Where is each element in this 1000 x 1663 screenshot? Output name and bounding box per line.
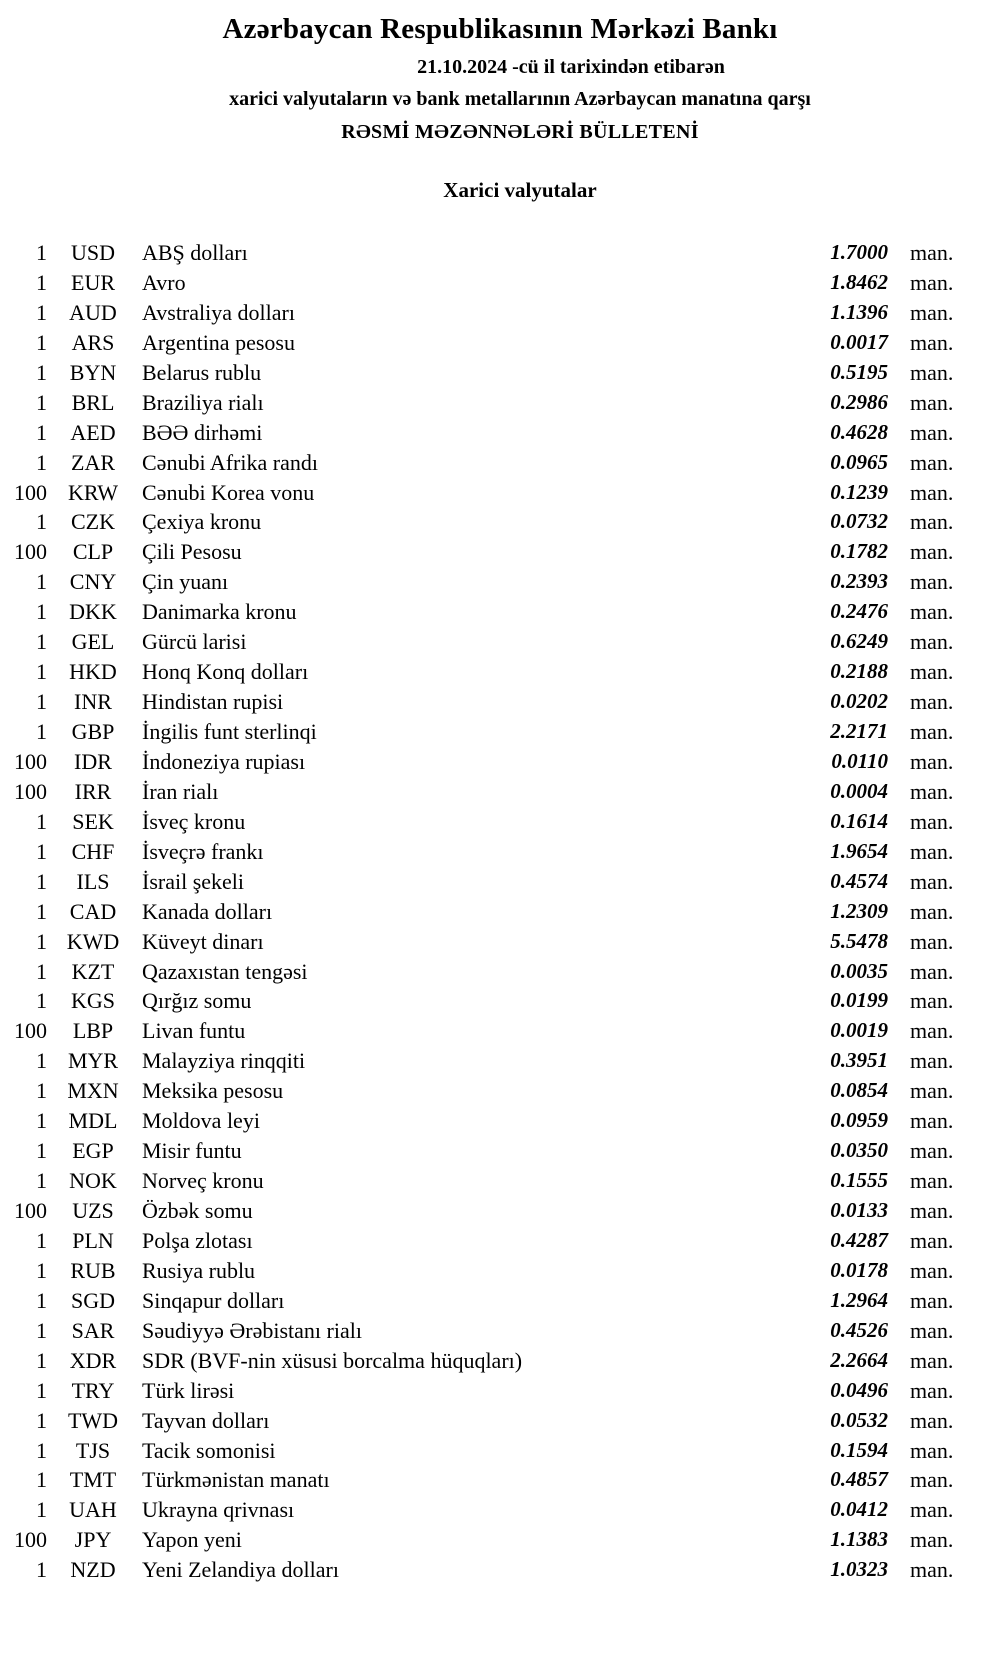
currency-name-cell: Türkmənistan manatı — [142, 1467, 330, 1493]
currency-code-cell: TMT — [69, 1467, 117, 1493]
amount-cell: 100 — [14, 778, 47, 804]
amount-cell: 100 — [14, 1198, 47, 1223]
unit-label-cell: man. — [910, 659, 954, 685]
currency-name-cell: Argentina pesosu — [142, 329, 295, 355]
rate-value-cell: 1.0323 — [830, 1557, 888, 1582]
table-row — [0, 1465, 1000, 1495]
amount-cell: 1 — [36, 808, 47, 834]
currency-name-cell: Qırğız somu — [142, 988, 252, 1014]
table-row — [0, 1286, 1000, 1316]
unit-label-cell: man. — [910, 1287, 954, 1313]
currency-code-cell: CZK — [71, 509, 115, 535]
unit-label-cell: man. — [910, 389, 954, 415]
currency-name-cell: Tacik somonisi — [142, 1437, 276, 1463]
amount-cell: 1 — [36, 569, 47, 595]
rate-value-cell: 0.4574 — [830, 868, 888, 893]
rate-value-cell: 2.2664 — [830, 1347, 888, 1372]
amount-cell: 1 — [36, 329, 47, 355]
amount-cell: 1 — [36, 1557, 47, 1583]
currency-code-cell: BYN — [69, 359, 117, 385]
currency-name-cell: Kanada dolları — [142, 898, 273, 924]
bulletin-subtitle: xarici valyutaların və bank metallarının Azərbaycan manatına qarşı — [229, 88, 811, 110]
rate-value-cell: 0.2188 — [830, 659, 888, 684]
rate-value-cell: 0.4526 — [830, 1317, 888, 1342]
amount-cell: 1 — [36, 1437, 47, 1463]
currency-code-cell: BRL — [71, 389, 115, 415]
currency-name-cell: Malayziya rinqqiti — [142, 1048, 306, 1074]
currency-name-cell: İran rialı — [142, 778, 219, 804]
currency-name-cell: Livan funtu — [142, 1018, 246, 1044]
rate-value-cell: 0.1594 — [830, 1437, 888, 1462]
currency-code-cell: GEL — [71, 629, 115, 655]
amount-cell: 1 — [36, 868, 47, 894]
table-row — [0, 1046, 1000, 1076]
rate-value-cell: 0.2393 — [830, 569, 888, 594]
currency-code-cell: EUR — [71, 269, 115, 295]
amount-cell: 1 — [36, 269, 47, 295]
currency-name-cell: Tayvan dolları — [142, 1407, 270, 1433]
rate-value-cell: 0.2986 — [830, 389, 888, 414]
currency-code-cell: CNY — [69, 569, 117, 595]
currency-name-cell: Misir funtu — [142, 1138, 242, 1164]
currency-code-cell: EGP — [72, 1138, 114, 1164]
currency-code-cell: MYR — [67, 1048, 119, 1074]
rate-value-cell: 0.0854 — [830, 1078, 888, 1103]
currency-code-cell: TJS — [75, 1437, 111, 1463]
amount-cell: 1 — [36, 509, 47, 535]
unit-label-cell: man. — [910, 1317, 954, 1343]
rate-value-cell: 1.9654 — [830, 838, 888, 863]
currency-name-cell: Çin yuanı — [142, 569, 229, 595]
amount-cell: 1 — [36, 359, 47, 385]
amount-cell: 1 — [36, 1257, 47, 1283]
currency-code-cell: XDR — [69, 1347, 117, 1373]
currency-code-cell: TRY — [71, 1377, 115, 1403]
unit-label-cell: man. — [910, 419, 954, 445]
bulletin-title: RƏSMİ MƏZƏNNƏLƏRİ BÜLLETENİ — [341, 121, 699, 143]
currency-code-cell: ILS — [76, 868, 110, 894]
unit-label-cell: man. — [910, 988, 954, 1014]
unit-label-cell: man. — [910, 748, 954, 774]
amount-cell: 1 — [36, 449, 47, 475]
table-row — [0, 1106, 1000, 1136]
unit-label-cell: man. — [910, 1407, 954, 1433]
rate-value-cell: 2.2171 — [830, 719, 888, 743]
currency-name-cell: Braziliya rialı — [142, 389, 264, 415]
rate-value-cell: 0.0178 — [830, 1257, 888, 1282]
amount-cell: 100 — [14, 1527, 47, 1553]
amount-cell: 1 — [36, 1168, 47, 1194]
unit-label-cell: man. — [910, 569, 954, 595]
table-row — [0, 1346, 1000, 1376]
table-row — [0, 448, 1000, 478]
table-row — [0, 328, 1000, 358]
currency-name-cell: ABŞ dolları — [142, 240, 248, 265]
currency-code-cell: KWD — [66, 928, 120, 954]
table-row — [0, 238, 1000, 268]
table-row — [0, 747, 1000, 777]
rate-value-cell: 0.0004 — [830, 778, 888, 803]
table-row — [0, 897, 1000, 927]
rate-value-cell: 0.1239 — [830, 479, 888, 504]
currency-name-cell: Səudiyyə Ərəbistanı rialı — [142, 1317, 362, 1343]
currency-code-cell: MXN — [67, 1078, 119, 1104]
table-row — [0, 1495, 1000, 1525]
table-row — [0, 1256, 1000, 1286]
unit-label-cell: man. — [910, 1527, 954, 1553]
currency-code-cell: DKK — [69, 599, 117, 625]
amount-cell: 1 — [36, 1317, 47, 1343]
currency-code-cell: SAR — [71, 1317, 115, 1343]
rate-value-cell: 0.0532 — [830, 1407, 888, 1432]
amount-cell: 1 — [36, 1048, 47, 1074]
table-row — [0, 1406, 1000, 1436]
currency-name-cell: İsrail şekeli — [142, 868, 245, 894]
table-row — [0, 388, 1000, 418]
unit-label-cell: man. — [910, 719, 954, 744]
table-row — [0, 268, 1000, 298]
unit-label-cell: man. — [910, 808, 954, 834]
unit-label-cell: man. — [910, 689, 954, 715]
table-row — [0, 1376, 1000, 1406]
rate-value-cell: 0.0732 — [830, 509, 888, 534]
currency-code-cell: USD — [70, 240, 115, 265]
unit-label-cell: man. — [910, 838, 954, 864]
amount-cell: 100 — [14, 479, 47, 505]
table-row — [0, 657, 1000, 687]
amount-cell: 100 — [14, 1018, 47, 1044]
unit-label-cell: man. — [910, 1467, 954, 1493]
rate-value-cell: 5.5478 — [830, 928, 888, 953]
unit-label-cell: man. — [910, 479, 954, 505]
unit-label-cell: man. — [910, 1168, 954, 1194]
amount-cell: 1 — [36, 1497, 47, 1523]
amount-cell: 1 — [36, 1377, 47, 1403]
amount-cell: 1 — [36, 1227, 47, 1253]
table-row — [0, 1555, 1000, 1585]
table-row — [0, 837, 1000, 867]
table-row — [0, 957, 1000, 987]
currency-name-cell: Küveyt dinarı — [142, 928, 264, 954]
amount-cell: 1 — [36, 629, 47, 655]
unit-label-cell: man. — [910, 868, 954, 894]
currency-name-cell: Avstraliya dolları — [142, 299, 295, 325]
unit-label-cell: man. — [910, 509, 954, 535]
unit-label-cell: man. — [910, 1227, 954, 1253]
currency-code-cell: SGD — [70, 1287, 115, 1313]
currency-code-cell: GBP — [71, 719, 115, 744]
currency-code-cell: AED — [70, 419, 116, 445]
unit-label-cell: man. — [910, 269, 954, 295]
amount-cell: 100 — [14, 748, 47, 774]
currency-code-cell: AUD — [69, 299, 117, 325]
currency-name-cell: İngilis funt sterlinqi — [142, 719, 317, 744]
currency-code-cell: INR — [74, 689, 112, 715]
table-row — [0, 1076, 1000, 1106]
currency-code-cell: CHF — [71, 838, 115, 864]
unit-label-cell: man. — [910, 1138, 954, 1164]
rate-value-cell: 0.1555 — [830, 1168, 888, 1193]
currency-code-cell: HKD — [69, 659, 117, 685]
currency-name-cell: İndoneziya rupiası — [142, 748, 306, 774]
table-row — [0, 1136, 1000, 1166]
table-row — [0, 986, 1000, 1016]
amount-cell: 1 — [36, 1347, 47, 1373]
rate-value-cell: 0.4628 — [830, 419, 888, 444]
table-row — [0, 567, 1000, 597]
currency-code-cell: MDL — [68, 1108, 118, 1134]
rate-value-cell: 1.7000 — [830, 240, 888, 264]
amount-cell: 1 — [36, 1138, 47, 1164]
unit-label-cell: man. — [910, 329, 954, 355]
currency-name-cell: Gürcü larisi — [142, 629, 247, 655]
currency-name-cell: Çexiya kronu — [142, 509, 262, 535]
currency-name-cell: Cənubi Korea vonu — [142, 479, 315, 505]
unit-label-cell: man. — [910, 1497, 954, 1523]
rate-value-cell: 1.1396 — [830, 299, 888, 324]
unit-label-cell: man. — [910, 1347, 954, 1373]
rate-value-cell: 0.4287 — [830, 1227, 888, 1252]
unit-label-cell: man. — [910, 299, 954, 325]
unit-label-cell: man. — [910, 629, 954, 655]
currency-name-cell: Belarus rublu — [142, 359, 262, 385]
rate-value-cell: 0.0965 — [830, 449, 888, 474]
currency-code-cell: NOK — [69, 1168, 117, 1194]
unit-label-cell: man. — [910, 778, 954, 804]
rate-value-cell: 1.8462 — [830, 269, 888, 294]
rate-value-cell: 0.0959 — [830, 1108, 888, 1133]
rate-value-cell: 0.3951 — [830, 1048, 888, 1073]
currency-name-cell: İsveçrə frankı — [142, 838, 264, 864]
currency-name-cell: Özbək somu — [142, 1198, 253, 1223]
currency-name-cell: Meksika pesosu — [142, 1078, 284, 1104]
rate-value-cell: 0.4857 — [830, 1467, 888, 1492]
amount-cell: 1 — [36, 958, 47, 984]
amount-cell: 1 — [36, 898, 47, 924]
currency-code-cell: KZT — [71, 958, 115, 984]
rate-value-cell: 0.0019 — [830, 1018, 888, 1043]
effective-date-line: 21.10.2024 -cü il tarixindən etibarən — [417, 56, 725, 78]
unit-label-cell: man. — [910, 958, 954, 984]
unit-label-cell: man. — [910, 898, 954, 924]
currency-name-cell: Yapon yeni — [142, 1527, 242, 1553]
unit-label-cell: man. — [910, 1437, 954, 1463]
rate-value-cell: 1.2309 — [830, 898, 888, 923]
table-row — [0, 687, 1000, 717]
table-row — [0, 1196, 1000, 1226]
currency-code-cell: SEK — [72, 808, 114, 834]
currency-code-cell: CAD — [69, 898, 117, 924]
amount-cell: 1 — [36, 419, 47, 445]
currency-name-cell: Türk lirəsi — [142, 1377, 235, 1403]
amount-cell: 1 — [36, 689, 47, 715]
bank-name-title: Azərbaycan Respublikasının Mərkəzi Bankı — [222, 13, 778, 45]
table-row — [0, 807, 1000, 837]
unit-label-cell: man. — [910, 599, 954, 625]
unit-label-cell: man. — [910, 1108, 954, 1134]
section-title-foreign-currencies: Xarici valyutalar — [443, 178, 597, 202]
unit-label-cell: man. — [910, 1377, 954, 1403]
rate-value-cell: 0.0035 — [830, 958, 888, 983]
amount-cell: 1 — [36, 1108, 47, 1134]
currency-name-cell: Polşa zlotası — [142, 1227, 253, 1253]
currency-code-cell: RUB — [70, 1257, 116, 1283]
table-row — [0, 717, 1000, 747]
rates-table — [0, 238, 1000, 1585]
currency-code-cell: UAH — [69, 1497, 117, 1523]
table-row — [0, 1016, 1000, 1046]
amount-cell: 1 — [36, 299, 47, 325]
table-row — [0, 1226, 1000, 1256]
currency-code-cell: IDR — [74, 748, 112, 774]
amount-cell: 1 — [36, 988, 47, 1014]
currency-name-cell: Rusiya rublu — [142, 1257, 256, 1283]
currency-name-cell: Ukrayna qrivnası — [142, 1497, 295, 1523]
rate-value-cell: 0.2476 — [830, 599, 888, 624]
unit-label-cell: man. — [910, 240, 954, 265]
currency-code-cell: UZS — [72, 1198, 114, 1223]
currency-code-cell: KGS — [70, 988, 115, 1014]
unit-label-cell: man. — [910, 359, 954, 385]
currency-code-cell: PLN — [72, 1227, 114, 1253]
amount-cell: 1 — [36, 1407, 47, 1433]
amount-cell: 1 — [36, 1287, 47, 1313]
currency-code-cell: ARS — [71, 329, 115, 355]
unit-label-cell: man. — [910, 1257, 954, 1283]
currency-name-cell: Norveç kronu — [142, 1168, 264, 1194]
table-row — [0, 1316, 1000, 1346]
table-row — [0, 1436, 1000, 1466]
currency-name-cell: Moldova leyi — [142, 1108, 260, 1134]
currency-code-cell: JPY — [74, 1527, 112, 1553]
rate-value-cell: 1.1383 — [830, 1527, 888, 1552]
amount-cell: 1 — [36, 928, 47, 954]
currency-code-cell: KRW — [67, 479, 119, 505]
rate-value-cell: 0.0017 — [830, 329, 888, 354]
table-row — [0, 597, 1000, 627]
unit-label-cell: man. — [910, 449, 954, 475]
table-row — [0, 1166, 1000, 1196]
currency-code-cell: CLP — [72, 539, 114, 565]
unit-label-cell: man. — [910, 1198, 954, 1223]
rate-value-cell: 0.0350 — [830, 1138, 888, 1163]
currency-name-cell: Qazaxıstan tengəsi — [142, 958, 308, 984]
currency-name-cell: Avro — [142, 269, 186, 295]
rate-value-cell: 0.0202 — [830, 689, 888, 714]
currency-name-cell: Danimarka kronu — [142, 599, 297, 625]
rate-value-cell: 1.2964 — [830, 1287, 888, 1312]
rate-value-cell: 0.1614 — [830, 808, 888, 833]
amount-cell: 1 — [36, 1078, 47, 1104]
amount-cell: 1 — [36, 599, 47, 625]
table-row — [0, 507, 1000, 537]
currency-name-cell: Cənubi Afrika randı — [142, 449, 318, 475]
table-row — [0, 627, 1000, 657]
header — [0, 0, 1000, 144]
amount-cell: 1 — [36, 240, 47, 265]
rate-value-cell: 0.1782 — [830, 539, 888, 564]
rate-value-cell: 0.0133 — [830, 1198, 888, 1222]
unit-label-cell: man. — [910, 1048, 954, 1074]
rate-value-cell: 0.5195 — [830, 359, 888, 384]
unit-label-cell: man. — [910, 1078, 954, 1104]
table-row — [0, 777, 1000, 807]
currency-code-cell: TWD — [67, 1407, 119, 1433]
currency-code-cell: ZAR — [71, 449, 115, 475]
currency-code-cell: IRR — [74, 778, 112, 804]
unit-label-cell: man. — [910, 928, 954, 954]
currency-name-cell: Yeni Zelandiya dolları — [142, 1557, 339, 1583]
rate-value-cell: 0.0496 — [830, 1377, 888, 1402]
rate-value-cell: 0.0412 — [830, 1497, 888, 1522]
rate-value-cell: 0.0199 — [830, 988, 888, 1013]
amount-cell: 100 — [14, 539, 47, 565]
currency-name-cell: Sinqapur dolları — [142, 1287, 285, 1313]
amount-cell: 1 — [36, 1467, 47, 1493]
table-row — [0, 537, 1000, 567]
unit-label-cell: man. — [910, 1557, 954, 1583]
table-row — [0, 418, 1000, 448]
amount-cell: 1 — [36, 719, 47, 744]
table-row — [0, 358, 1000, 388]
rate-value-cell: 0.6249 — [830, 629, 888, 654]
rate-value-cell: 0.0110 — [831, 748, 888, 773]
table-row — [0, 298, 1000, 328]
currency-name-cell: BƏƏ dirhəmi — [142, 419, 263, 445]
table-row — [0, 867, 1000, 897]
currency-name-cell: Honq Konq dolları — [142, 659, 309, 685]
currency-name-cell: SDR (BVF-nin xüsusi borcalma hüquqları) — [142, 1347, 523, 1373]
currency-name-cell: İsveç kronu — [142, 808, 246, 834]
table-row — [0, 478, 1000, 508]
currency-code-cell: LBP — [72, 1018, 114, 1044]
currency-name-cell: Hindistan rupisi — [142, 689, 284, 715]
table-row — [0, 1525, 1000, 1555]
unit-label-cell: man. — [910, 1018, 954, 1044]
amount-cell: 1 — [36, 659, 47, 685]
amount-cell: 1 — [36, 389, 47, 415]
currency-code-cell: NZD — [70, 1557, 116, 1583]
table-row — [0, 927, 1000, 957]
amount-cell: 1 — [36, 838, 47, 864]
unit-label-cell: man. — [910, 539, 954, 565]
currency-name-cell: Çili Pesosu — [142, 539, 242, 565]
